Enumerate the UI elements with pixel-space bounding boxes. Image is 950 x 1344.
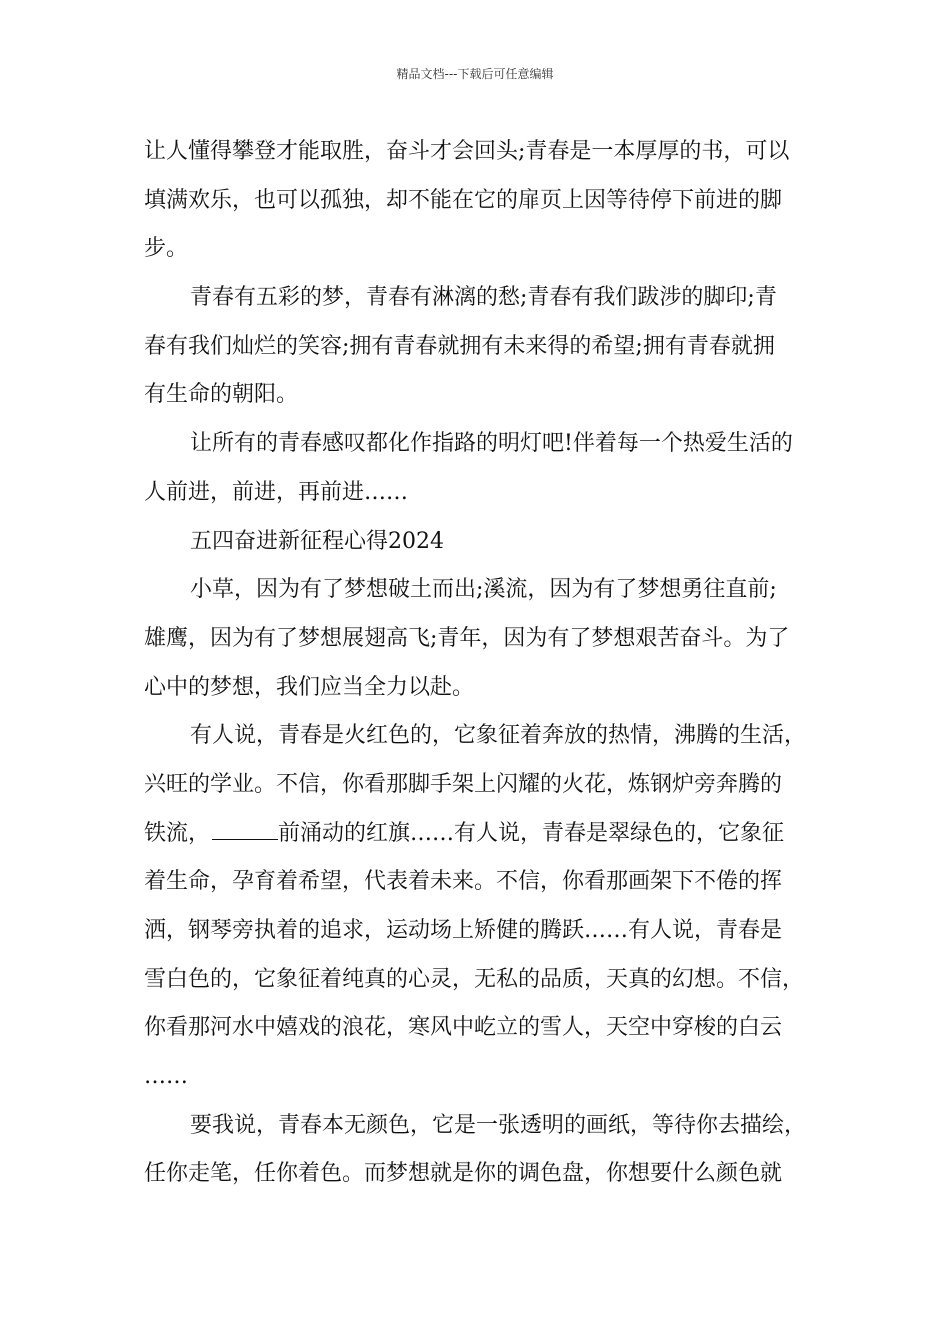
text-line: 雪白色的，它象征着纯真的心灵，无私的品质，天真的幻想。不信， [144,966,805,992]
text-line: 有生命的朝阳。 [144,382,299,408]
text-line: 兴旺的学业。不信，你看那脚手架上闪耀的火花，炼钢炉旁奔腾的 [144,771,783,797]
fill-in-blank [212,825,278,840]
text-fragment: 铁流， [144,820,211,846]
text-line: 让所有的青春感叹都化作指路的明灯吧!伴着每一个热爱生活的 [190,431,793,457]
document-body [144,128,808,1199]
text-line: 着生命，孕育着希望，代表着未来。不信，你看那画架下不倦的挥 [144,869,783,895]
text-line: 心中的梦想，我们应当全力以赴。 [144,674,475,700]
section-title: 五四奋进新征程心得2024 [190,528,444,554]
text-line: 小草，因为有了梦想破土而出;溪流，因为有了梦想勇往直前; [190,577,777,603]
text-line: 让人懂得攀登才能取胜，奋斗才会回头;青春是一本厚厚的书，可以 [144,139,790,164]
text-line: 人前进，前进，再前进…… [144,479,409,505]
text-line: 青春有五彩的梦，青春有淋漓的愁;青春有我们跋涉的脚印;青 [190,285,777,311]
text-line: 春有我们灿烂的笑容;拥有青春就拥有未来得的希望;拥有青春就拥 [144,333,775,359]
text-line: 雄鹰，因为有了梦想展翅高飞;青年，因为有了梦想艰苦奋斗。为了 [144,625,790,651]
text-fragment: 前涌动的红旗……有人说，青春是翠绿色的，它象征 [278,820,785,846]
text-line [144,810,808,859]
text-line: 你看那河水中嬉戏的浪花，寒风中屹立的雪人，天空中穿梭的白云 [144,1015,783,1041]
text-line: …… [144,1064,188,1090]
text-line: 步。 [144,236,189,262]
page-header: 精品文档---下载后可任意编辑 [396,67,554,81]
text-line: 要我说，青春本无颜色，它是一张透明的画纸，等待你去描绘， [190,1112,807,1138]
text-line: 洒，钢琴旁执着的追求，运动场上矫健的腾跃……有人说，青春是 [144,918,783,943]
text-line: 有人说，青春是火红色的，它象征着奔放的热情，沸腾的生活， [190,723,807,749]
text-line: 填满欢乐，也可以孤独，却不能在它的扉页上因等待停下前进的脚 [144,187,783,213]
text-line: 任你走笔，任你着色。而梦想就是你的调色盘，你想要什么颜色就 [144,1161,783,1187]
